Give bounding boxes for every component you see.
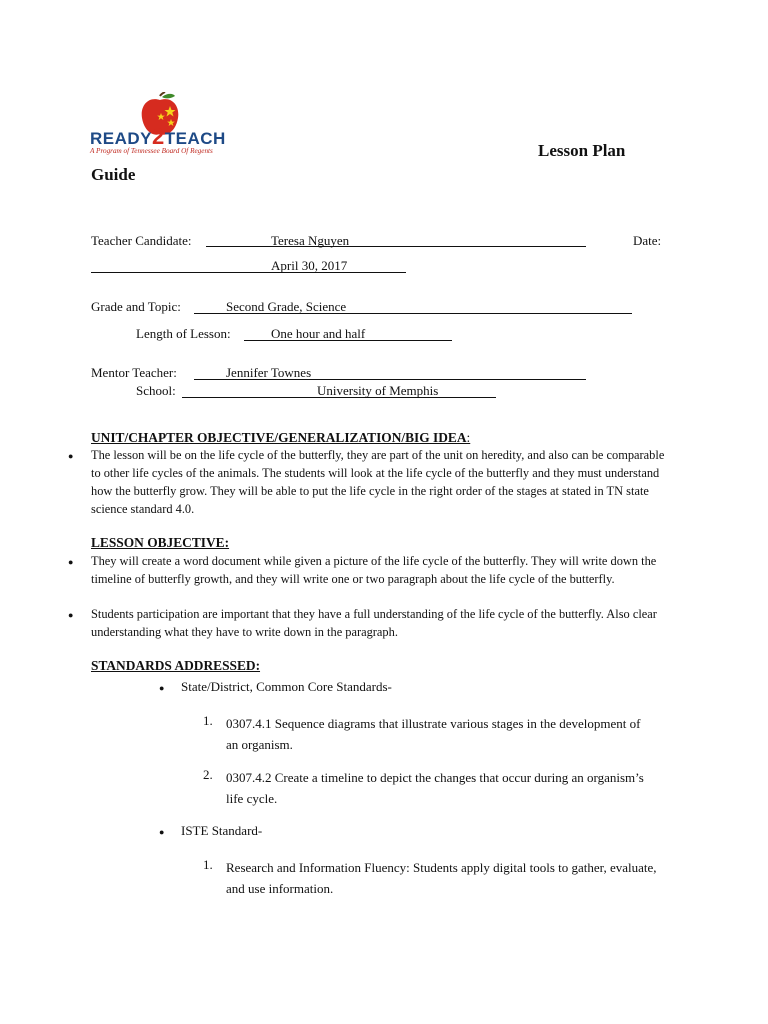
teacher-value: Teresa Nguyen — [271, 233, 350, 248]
ready2teach-logo — [90, 92, 230, 162]
mentor-value: Jennifer Townes — [226, 365, 312, 380]
iste-item-1-text: Research and Information Fluency: Students apply digital tools to gather, evaluate, and use information. — [226, 860, 657, 896]
length-label: Length of Lesson: — [136, 326, 231, 341]
length-value: One hour and half — [271, 326, 366, 341]
logo-word-right: TEACH — [164, 129, 226, 148]
title-guide: Guide — [91, 165, 136, 184]
school-label: School: — [136, 383, 176, 398]
title-lesson-plan: Lesson Plan — [538, 141, 626, 160]
iste-item-1-num: 1. — [203, 857, 213, 872]
lesson-heading: LESSON OBJECTIVE: — [91, 535, 230, 550]
state-item-1-text: 0307.4.1 Sequence diagrams that illustrate various stages in the development of an organism. — [226, 716, 641, 752]
lesson-item-1: They will create a word document while given a picture of the life cycle of the butterfly. They will write down the timeline of butterfly growth, and they will write one or two paragraph about the life cycle of the butterfly. — [91, 554, 657, 586]
date-value: April 30, 2017 — [271, 258, 348, 273]
logo-word-left: READY — [90, 129, 153, 148]
iste-bullet: ● — [159, 827, 165, 837]
standards-heading: STANDARDS ADDRESSED: — [91, 658, 261, 673]
iste-label: ISTE Standard- — [181, 823, 263, 838]
logo-tagline: A Program of Tennessee Board Of Regents — [90, 147, 213, 155]
unit-heading-colon: : — [466, 430, 471, 445]
grade-value: Second Grade, Science — [226, 299, 347, 314]
school-value: University of Memphis — [317, 383, 439, 398]
mentor-label: Mentor Teacher: — [91, 365, 177, 380]
state-item-2-text: 0307.4.2 Create a timeline to depict the changes that occur during an organism’s life cycle. — [226, 770, 644, 806]
unit-text: The lesson will be on the life cycle of the butterfly, they are part of the unit on heredity, and also can be comparable to other life cycles of the animals. The students will look at the life cycle of the butterfly and they must understand how the butterfly grow. They will be able to put the life cycle in the right order of the stages at stated in TN state science standard 4.0. — [91, 448, 665, 516]
state-label: State/District, Common Core Standards- — [181, 679, 392, 694]
lesson-bullet-2: ● — [68, 610, 74, 620]
state-bullet: ● — [159, 683, 165, 693]
teacher-underline — [206, 246, 586, 247]
unit-bullet: ● — [68, 451, 74, 461]
unit-heading-text: UNIT/CHAPTER OBJECTIVE/GENERALIZATION/BIG IDEA — [91, 430, 467, 445]
date-underline — [91, 272, 406, 273]
lesson-bullet-1: ● — [68, 557, 74, 567]
grade-label: Grade and Topic: — [91, 299, 181, 314]
logo-digit: 2 — [152, 124, 165, 149]
teacher-label: Teacher Candidate: — [91, 233, 192, 248]
lesson-item-2: Students participation are important that they have a full understanding of the life cycle of the butterfly. Also clear understanding what they have to write down in the paragraph. — [91, 607, 657, 639]
state-item-1-num: 1. — [203, 713, 213, 728]
unit-heading — [91, 430, 470, 446]
date-label: Date: — [633, 233, 662, 248]
state-item-2-num: 2. — [203, 767, 213, 782]
